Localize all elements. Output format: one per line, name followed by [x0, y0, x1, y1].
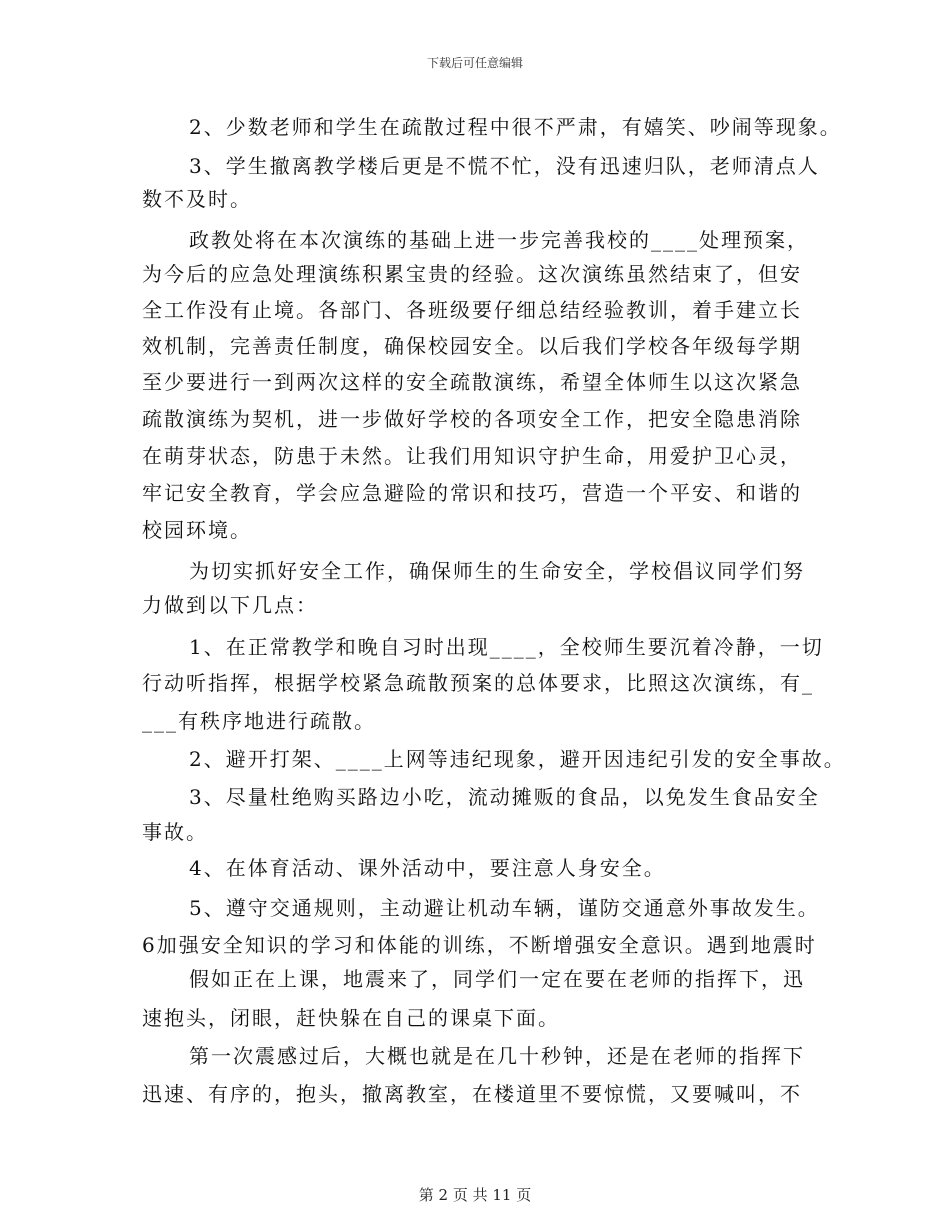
paragraph-line: 在萌芽状态，防患于未然。让我们用知识守护生命，用爱护卫心灵，: [142, 444, 802, 468]
paragraph-line: 行动听指挥，根据学校紧急疏散预案的总体要求，比照这次演练，有_: [142, 671, 814, 695]
paragraph-line: 迅速、有序的，抱头，撤离教室，在楼道里不要惊慌，又要喊叫，不: [142, 1082, 802, 1106]
paragraph-line: 3、学生撤离教学楼后更是不慌不忙，没有迅速归队，老师清点人: [189, 154, 820, 178]
paragraph-line: 为今后的应急处理演练积累宝贵的经验。这次演练虽然结束了，但安: [142, 262, 802, 286]
paragraph-line: 校园环境。: [142, 518, 252, 542]
paragraph-line: 牢记安全教育，学会应急避险的常识和技巧，营造一个平安、和谐的: [142, 481, 802, 505]
paragraph-line: 假如正在上课，地震来了，同学们一定在要在老师的指挥下，迅: [189, 967, 805, 991]
paragraph-line: 第一次震感过后，大概也就是在几十秒钟，还是在老师的指挥下: [189, 1044, 805, 1068]
paragraph-line: 2、避开打架、____上网等违纪现象，避开因违纪引发的安全事故。: [189, 747, 846, 771]
paragraph-line: 力做到以下几点：: [142, 593, 318, 617]
paragraph-line: 疏散演练为契机，进一步做好学校的各项安全工作，把安全隐患消除: [142, 407, 802, 431]
paragraph-line: 5、遵守交通规则，主动避让机动车辆，谨防交通意外事故发生。: [189, 896, 820, 920]
paragraph-line: 政教处将在本次演练的基础上进一步完善我校的____处理预案，: [189, 228, 809, 252]
paragraph-line: 3、尽量杜绝购买路边小吃，流动摊贩的食品，以免发生食品安全: [189, 785, 820, 809]
paragraph-line: 6加强安全知识的学习和体能的训练，不断增强安全意识。遇到地震时: [142, 933, 817, 957]
paragraph-line: 为切实抓好安全工作，确保师生的生命安全，学校倡议同学们努: [189, 559, 805, 583]
paragraph-line: 至少要进行一到两次这样的安全疏散演练，希望全体师生以这次紧急: [142, 370, 802, 394]
paragraph-line: 全工作没有止境。各部门、各班级要仔细总结经验教训，着手建立长: [142, 298, 802, 322]
paragraph-line: 速抱头，闭眼，赶快躲在自己的课桌下面。: [142, 1006, 560, 1030]
paragraph-line: 2、少数老师和学生在疏散过程中很不严肃，有嬉笑、吵闹等现象。: [189, 115, 842, 139]
page-header-note: 下载后可任意编辑: [426, 56, 523, 70]
paragraph-line: 1、在正常教学和晚自习时出现____，全校师生要沉着冷静，一切: [189, 635, 824, 659]
paragraph-line: 效机制，完善责任制度，确保校园安全。以后我们学校各年级每学期: [142, 334, 802, 358]
paragraph-line: 事故。: [142, 820, 208, 844]
page-number-footer: 第 2 页 共 11 页: [418, 1186, 532, 1204]
paragraph-line: 数不及时。: [142, 187, 252, 211]
paragraph-line: ___有秩序地进行疏散。: [142, 709, 376, 733]
paragraph-line: 4、在体育活动、课外活动中，要注意人身安全。: [189, 856, 666, 880]
